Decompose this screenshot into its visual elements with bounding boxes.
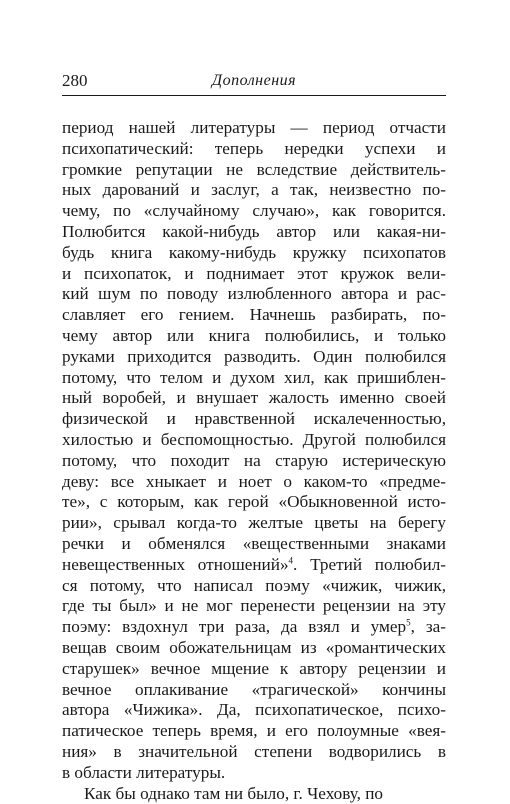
line-text: будь книга какому-нибудь кружку психопатов: [62, 243, 446, 262]
text-line: [62, 472, 446, 493]
line-text: вечное оплакивание «трагической» кончины: [62, 680, 446, 699]
text-line: [62, 139, 446, 160]
text-line: [62, 409, 446, 430]
line-text: период нашей литературы — период отчасти: [62, 118, 446, 137]
line-text: чему, по «случайному случаю», как говорится.: [62, 201, 446, 220]
text-line: [62, 576, 446, 597]
line-text: ся потому, что написал поэму «чижик, чижик,: [62, 576, 446, 595]
line-text: чему автор или книга полюбились, и только: [62, 326, 446, 345]
line-text: те», с которым, как герой «Обыкновенной исто-: [62, 492, 446, 511]
text-line: [62, 305, 446, 326]
line-text: руками приходится разводить. Один полюбился: [62, 347, 446, 366]
line-text: Как бы однако там ни было, г. Чехову, по: [84, 784, 383, 803]
line-text: потому, что походит на старую истерическую: [62, 451, 446, 470]
text-line: [62, 721, 446, 742]
line-text: громкие репутации не вследствие действитель-: [62, 160, 446, 179]
text-line: [62, 284, 446, 305]
text-line: [62, 368, 446, 389]
text-line: [62, 700, 446, 721]
line-text: невещественных отношений»: [62, 555, 289, 574]
text-line: [62, 784, 446, 804]
line-text: и психопаток, и поднимает этот кружок вели-: [62, 264, 446, 283]
line-text: физической и нравственной искалеченностью,: [62, 409, 446, 428]
line-text: хилостью и беспомощностью. Другой полюбился: [62, 430, 446, 449]
line-text: речки и обменялся «вещественными знаками: [62, 534, 446, 553]
text-line: [62, 513, 446, 534]
text-line: [62, 451, 446, 472]
line-text: в области литературы.: [62, 763, 225, 782]
line-text: рии», срывал когда-то желтые цветы на берегу: [62, 513, 446, 532]
text-line: [62, 596, 446, 617]
text-line: [62, 638, 446, 659]
footnote-marker: 4: [289, 555, 294, 565]
line-text: кий шум по поводу излюбленного автора и рас-: [62, 284, 446, 303]
line-text: ных дарований и заслуг, а так, неизвестно по-: [62, 180, 446, 199]
line-text: вещав своим обожательницам из «романтических: [62, 638, 446, 657]
text-line: [62, 201, 446, 222]
page-number: 280: [62, 70, 88, 92]
text-line: [62, 388, 446, 409]
text-line: [62, 763, 446, 784]
running-title: Дополнения: [62, 70, 446, 92]
line-text: поэму: вздохнул три раза, да взял и умер: [62, 617, 406, 636]
line-text-continued: . Третий полюбил-: [293, 555, 446, 574]
text-line: [62, 160, 446, 181]
text-line: [62, 118, 446, 139]
line-text: автора «Чижика». Да, психопатическое, психо-: [62, 700, 446, 719]
text-line: [62, 326, 446, 347]
page-header: [62, 70, 446, 92]
line-text: патическое теперь время, и его полоумные «вея-: [62, 721, 446, 740]
line-text: где ты был» и не мог перенести рецензии на эту: [62, 596, 446, 615]
line-text: потому, что телом и духом хил, как пришиблен-: [62, 368, 446, 387]
line-text: Полюбится какой-нибудь автор или какая-ни-: [62, 222, 446, 241]
text-line: [62, 180, 446, 201]
text-line: [62, 659, 446, 680]
text-line: [62, 555, 446, 576]
footnote-marker: 5: [406, 618, 411, 628]
line-text: психопатический: теперь нередки успехи и: [62, 139, 446, 158]
text-line: [62, 680, 446, 701]
line-text: деву: все хныкает и ноет о каком-то «предме-: [62, 472, 446, 491]
text-line: [62, 222, 446, 243]
line-text: ный воробей, и внушает жалость именно своей: [62, 388, 446, 407]
text-line: [62, 534, 446, 555]
line-text: ния» в значительной степени водворились в: [62, 742, 446, 761]
text-line: [62, 243, 446, 264]
line-text-continued: , за-: [411, 617, 446, 636]
text-line: [62, 264, 446, 285]
text-line: [62, 347, 446, 368]
text-line: [62, 492, 446, 513]
header-rule: [62, 95, 446, 96]
text-line: [62, 430, 446, 451]
line-text: старушек» вечное мщение к автору рецензии и: [62, 659, 446, 678]
text-line: [62, 617, 446, 638]
text-line: [62, 742, 446, 763]
line-text: славляет его гением. Начнешь разбирать, по-: [62, 305, 446, 324]
body-text: [62, 118, 446, 804]
